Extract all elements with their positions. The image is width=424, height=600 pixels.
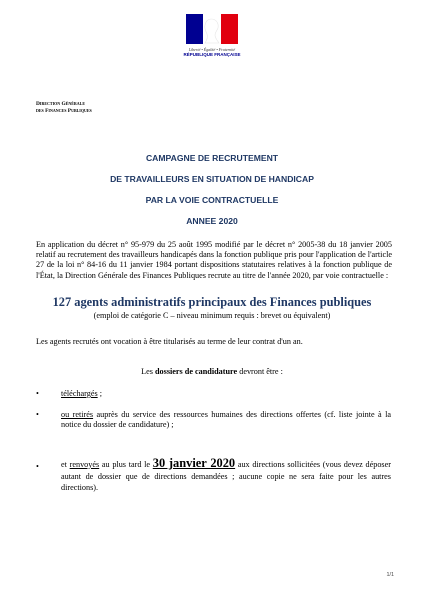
republic-name: RÉPUBLIQUE FRANÇAISE xyxy=(183,52,241,57)
job-subtitle: (emploi de catégorie C – niveau minimum requis : brevet ou équivalent) xyxy=(93,311,331,320)
bullet-1-symbol: • xyxy=(36,389,39,398)
intro-paragraph: En application du décret n° 95-979 du 25 août 1995 modifié par le décret n° 2005-38 du 18 janvier 2005 relatif au recrutement des travailleurs handicapés dans la fonction publique pris pour l'application de l'article 27 de la loi n° 84-16 du 11 janvier 1984 portant dispositions statutaires relatives à la fonction publique de l'État, la Direction Générale des Finances Publiques recrute au titre de l'année 2020, par voie contractuelle : xyxy=(36,240,392,280)
title-line-2: DE TRAVAILLEURS EN SITUATION DE HANDICAP xyxy=(110,174,314,184)
republic-motto: Liberté • Égalité • Fraternité xyxy=(188,47,236,52)
job-title: 127 agents administratifs principaux des Finances publiques xyxy=(52,295,372,309)
title-line-3: PAR LA VOIE CONTRACTUELLE xyxy=(145,195,279,205)
marianne-profile-icon xyxy=(202,18,222,44)
bullet-2-rest: auprès du service des ressources humaines des directions offertes (cf. liste jointe à la notice du dossier de candidature) ; xyxy=(61,410,391,430)
page-number: 1/1 xyxy=(386,572,394,578)
bullet-3-symbol: • xyxy=(36,462,39,471)
dossiers-bold: dossiers de candidature xyxy=(154,367,238,376)
dossiers-intro xyxy=(0,367,424,377)
title-line-4: ANNEE 2020 xyxy=(186,216,238,226)
campaign-title xyxy=(0,148,424,232)
tricolor-flag-icon xyxy=(186,14,238,44)
download-link-text: téléchargés xyxy=(61,389,98,398)
bullet-2-text xyxy=(61,410,391,430)
deadline-date: 30 janvier 2020 xyxy=(152,456,236,470)
issuing-direction xyxy=(36,101,92,115)
title-line-1: CAMPAGNE DE RECRUTEMENT xyxy=(145,153,279,163)
bullet-3-prefix: et xyxy=(61,460,70,469)
dossiers-suffix: devront être : xyxy=(237,367,283,376)
bullet-1-rest: ; xyxy=(97,389,102,398)
bullet-3-mid: au plus tard le xyxy=(99,460,153,469)
bullet-2-symbol: • xyxy=(36,410,39,419)
dossiers-prefix: Les xyxy=(141,367,155,376)
bullet-3-rest: aux directions sollicitées (vous devez déposer autant de dossier que de directions demandées ; aucune copie ne sera faite pour les autres directions). xyxy=(61,460,391,492)
withdraw-text: ou retirés xyxy=(61,410,94,419)
direction-line-2: des Finances Publiques xyxy=(36,108,92,114)
republique-francaise-logo xyxy=(176,14,248,57)
return-text: renvoyés xyxy=(69,460,100,469)
direction-line-1: Direction Générale xyxy=(36,101,85,107)
bullet-1-text xyxy=(61,389,391,399)
contract-note: Les agents recrutés ont vocation à être titularisés au terme de leur contrat d'un an. xyxy=(36,337,303,346)
bullet-3-text xyxy=(61,458,391,494)
